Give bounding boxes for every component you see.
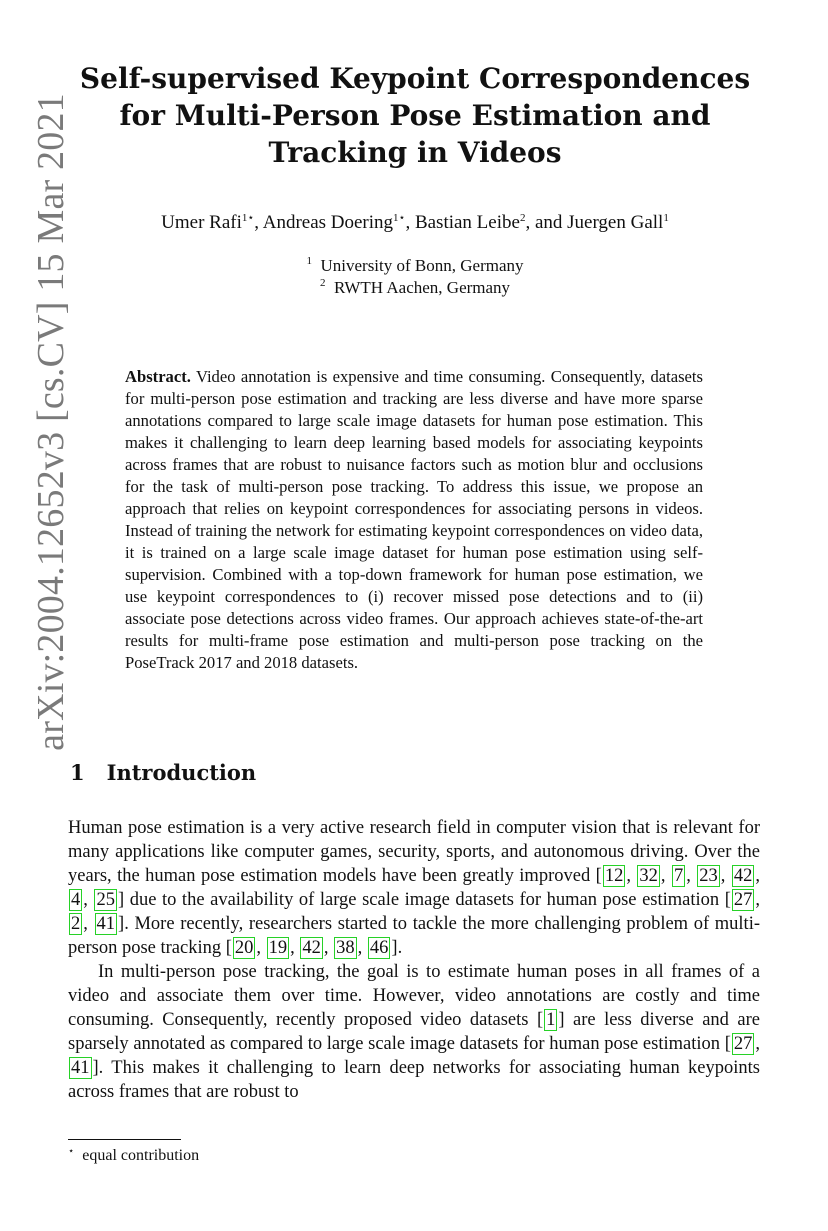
paper-title: Self-supervised Keypoint Correspondences for Multi-Person Pose Estimation and Tracking in Videos xyxy=(79,62,751,169)
citation-link[interactable]: 27 xyxy=(733,890,753,910)
citation-link[interactable]: 41 xyxy=(71,1058,90,1078)
paragraph-text: . This makes it challenging to learn deep networks for associating human keypoints across frames that are robust to xyxy=(68,1058,760,1102)
citation-link[interactable]: 23 xyxy=(699,866,718,886)
paragraph-text: are less diverse and are sparsely annotated as compared to large scale image datasets for human pose estimation xyxy=(68,1010,760,1054)
affiliation-mark: 1 xyxy=(306,255,312,267)
citation-link[interactable]: 1 xyxy=(546,1010,556,1030)
paragraph: Human pose estimation is a very active research field in computer vision that is relevant for many applications like computer games, security, sports, and autonomous driving. Over the years, the human pose estimation models have been greatly improved [ 12 , 32 , 7 , 23 , 42 , 4 , 25 ] due to the availability of large scale image datasets for human pose estimation [ 27 , 2 , 41 ]. More recently, researchers started to tackle the more challenging problem of multi-person pose tracking [ 20 , 19 , 42 , 38 , 46 ]. xyxy=(68,818,761,958)
author-name: Andreas Doering xyxy=(262,212,394,233)
author-name: Juergen Gall xyxy=(567,212,664,233)
affiliation xyxy=(70,255,760,277)
citation-link[interactable]: 27 xyxy=(733,1034,753,1054)
citation-link[interactable]: 4 xyxy=(71,890,81,910)
paragraph-text: In multi-person pose tracking, the goal is to estimate human poses in all frames of a video and associate them over time. However, video annotations are costly and time consuming. Consequently, recently proposed video datasets xyxy=(68,962,760,1030)
affiliation-mark: 2 xyxy=(319,277,326,289)
abstract-body: Video annotation is expensive and time consuming. Consequently, datasets for multi-person pose estimation and tracking are less diverse and have more sparse annotations compared to large scale image datasets for human pose estimation. This makes it challenging to learn deep learning based models for associating keypoints across frames that are robust to nuisance factors such as motion blur and occlusions for the task of multi-person pose tracking. To address this issue, we propose an approach that relies on keypoint correspondences for associating persons in videos. Instead of training the network for estimating keypoint correspondences on video data, it is trained on a large scale image dataset for human pose estimation using self-supervision. Combined with a top-down framework for human pose estimation, we use keypoint correspondences to (i) recover missed pose detections and to (ii) associate pose detections across video frames. Our approach achieves state-of-the-art results for multi-frame pose estimation and multi-person pose tracking on the PoseTrack 2017 and 2018 datasets. xyxy=(125,367,703,672)
arxiv-sidebar xyxy=(26,62,76,782)
paragraph-text: due to the availability of large scale image datasets for human pose estimation xyxy=(124,890,725,910)
footnote-divider xyxy=(68,1139,181,1140)
citation-link[interactable]: 7 xyxy=(673,866,684,886)
citation-link[interactable]: 42 xyxy=(302,938,321,958)
citation-link[interactable]: 46 xyxy=(369,938,389,958)
footnote-mark: ⋆ xyxy=(68,1146,75,1157)
author-name: Bastian Leibe xyxy=(414,212,520,233)
author-separator: , xyxy=(254,212,263,233)
citation-link[interactable]: 12 xyxy=(604,866,624,886)
arxiv-identifier: arXiv:2004.12652v3 [cs.CV] 15 Mar 2021 xyxy=(30,93,72,751)
paragraph-text: . xyxy=(397,938,403,958)
section-heading xyxy=(70,760,256,785)
author-mark: 2 xyxy=(519,212,526,224)
author-mark: 1⋆ xyxy=(393,212,406,224)
author-mark: 1⋆ xyxy=(241,212,255,224)
footnote xyxy=(68,1147,199,1165)
paragraph: In multi-person pose tracking, the goal is to estimate human poses in all frames of a video and associate them over time. However, video annotations are costly and time consuming. Consequently, recently proposed video datasets [ 1 ] are less diverse and are sparsely annotated as compared to large scale image datasets for human pose estimation [ 27 , 41 ]. This makes it challenging to learn deep networks for associating human keypoints across frames that are robust to xyxy=(68,962,760,1102)
citation-link[interactable]: 2 xyxy=(71,914,81,934)
affiliation-text: University of Bonn, Germany xyxy=(320,256,524,275)
author-separator: , xyxy=(405,212,415,233)
affiliation-list xyxy=(70,255,760,299)
citation-link[interactable]: 38 xyxy=(336,938,355,958)
paragraph-text: . More recently, researchers started to tackle the more challenging problem of multi-person pose tracking xyxy=(68,914,760,958)
author-list xyxy=(70,212,760,234)
citation-link[interactable]: 19 xyxy=(268,938,288,958)
affiliation-text: RWTH Aachen, Germany xyxy=(333,278,511,297)
paragraph-text: Human pose estimation is a very active research field in computer vision that is relevant for many applications like computer games, security, sports, and autonomous driving. Over the years, the human pose estimation models have been greatly improved xyxy=(68,818,760,886)
citation-link[interactable]: 32 xyxy=(639,866,658,886)
abstract xyxy=(125,366,703,674)
abstract-label: Abstract. xyxy=(125,367,191,386)
citation-link[interactable]: 41 xyxy=(96,914,116,934)
affiliation xyxy=(70,277,760,299)
author-mark: 1 xyxy=(663,212,669,224)
section-title: Introduction xyxy=(106,760,257,785)
footnote-text: equal contribution xyxy=(82,1147,200,1164)
citation-link[interactable]: 20 xyxy=(234,938,254,958)
citation-link[interactable]: 25 xyxy=(96,890,115,910)
author-separator: , and xyxy=(525,212,568,233)
section-number: 1 xyxy=(70,760,85,785)
introduction-body xyxy=(68,816,760,1104)
citation-link[interactable]: 42 xyxy=(733,866,753,886)
author-name: Umer Rafi xyxy=(161,212,242,233)
